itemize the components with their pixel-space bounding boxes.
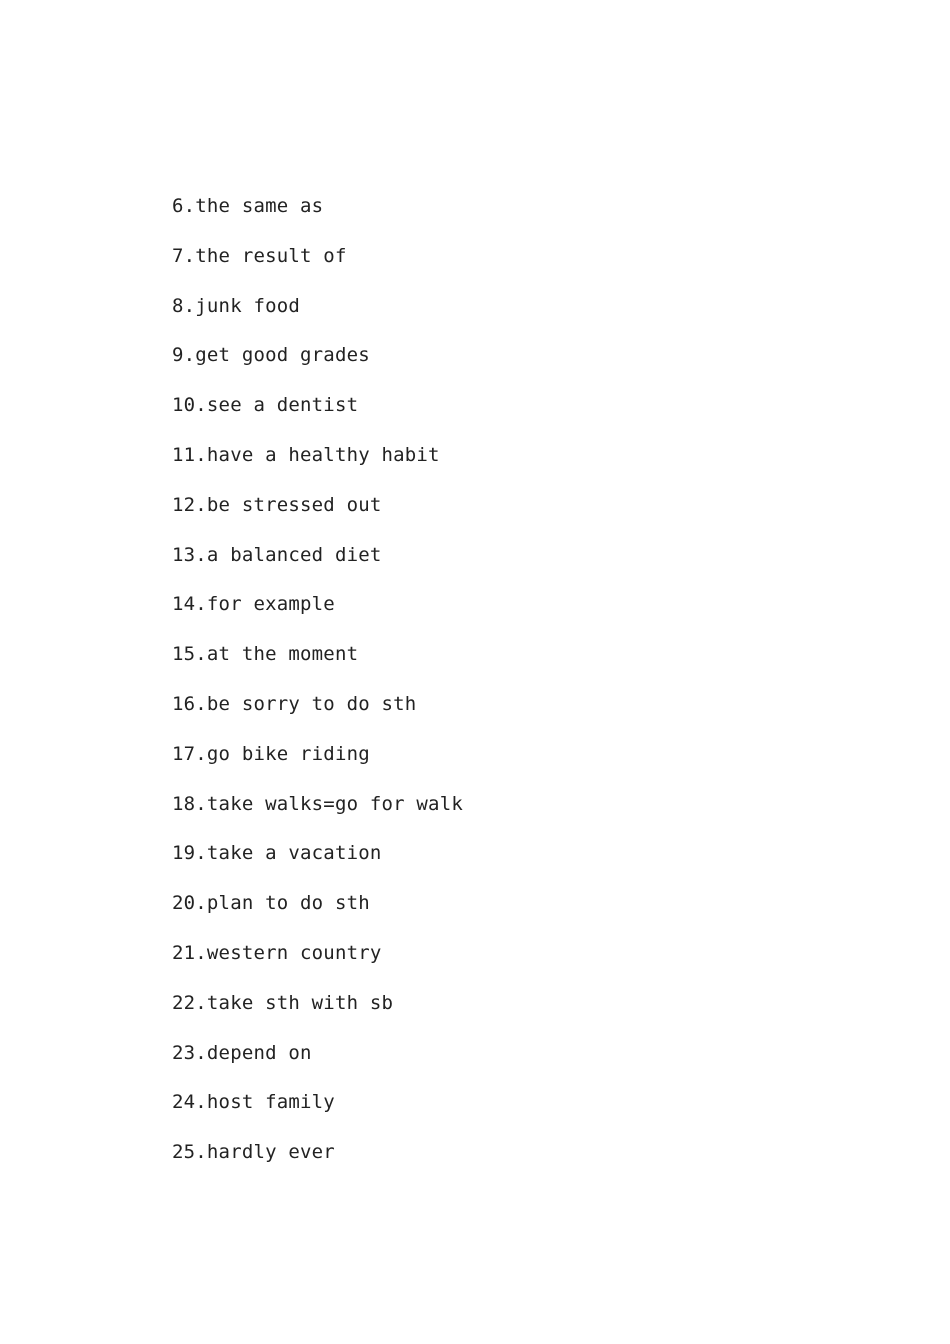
item-number: 8. — [172, 294, 196, 317]
list-item — [172, 990, 463, 1040]
item-text: the result of — [195, 244, 347, 267]
item-text: go bike riding — [206, 742, 370, 765]
item-text: take walks=go for walk — [206, 792, 463, 815]
item-text: western country — [206, 941, 382, 964]
item-number: 25. — [172, 1141, 207, 1164]
item-number: 10. — [172, 394, 207, 417]
list-item — [172, 641, 463, 691]
list-item — [172, 741, 463, 791]
item-text: for example — [206, 593, 335, 616]
list-item — [172, 940, 463, 990]
item-number: 12. — [172, 493, 207, 516]
item-text: be sorry to do sth — [206, 692, 417, 715]
item-number: 21. — [172, 941, 207, 964]
item-number: 9. — [172, 344, 196, 367]
list-item — [172, 193, 463, 243]
list-item — [172, 442, 463, 492]
item-number: 16. — [172, 692, 207, 715]
item-text: take a vacation — [206, 842, 382, 865]
list-item — [172, 342, 463, 392]
list-item — [172, 1139, 463, 1189]
item-number: 24. — [172, 1091, 207, 1114]
item-text: take sth with sb — [206, 991, 394, 1014]
item-text: junk food — [195, 294, 301, 317]
item-number: 20. — [172, 892, 207, 915]
item-text: be stressed out — [206, 493, 382, 516]
item-text: see a dentist — [206, 394, 359, 417]
list-item — [172, 791, 463, 841]
list-item — [172, 243, 463, 293]
item-number: 18. — [172, 792, 207, 815]
item-number: 23. — [172, 1041, 207, 1064]
item-text: have a healthy habit — [206, 443, 440, 466]
item-number: 17. — [172, 742, 207, 765]
item-number: 22. — [172, 991, 207, 1014]
list-item — [172, 1089, 463, 1139]
list-item — [172, 542, 463, 592]
item-text: the same as — [195, 195, 324, 217]
list-item — [172, 890, 463, 940]
item-text: plan to do sth — [206, 892, 370, 915]
list-item — [172, 840, 463, 890]
item-number: 15. — [172, 643, 207, 666]
item-number: 14. — [172, 593, 207, 616]
item-text: get good grades — [195, 344, 370, 367]
item-number: 6. — [172, 195, 196, 217]
item-number: 13. — [172, 543, 207, 566]
list-item — [172, 691, 463, 741]
item-text: a balanced diet — [206, 543, 382, 566]
item-number: 7. — [172, 244, 196, 267]
item-text: depend on — [206, 1041, 312, 1064]
item-text: hardly ever — [206, 1141, 335, 1164]
item-text: host family — [206, 1091, 335, 1114]
list-item — [172, 392, 463, 442]
list-item — [172, 293, 463, 343]
item-number: 19. — [172, 842, 207, 865]
list-item — [172, 1040, 463, 1090]
list-item — [172, 591, 463, 641]
item-number: 11. — [172, 443, 207, 466]
item-text: at the moment — [206, 643, 359, 666]
list-item — [172, 492, 463, 542]
phrase-list — [172, 193, 463, 1189]
